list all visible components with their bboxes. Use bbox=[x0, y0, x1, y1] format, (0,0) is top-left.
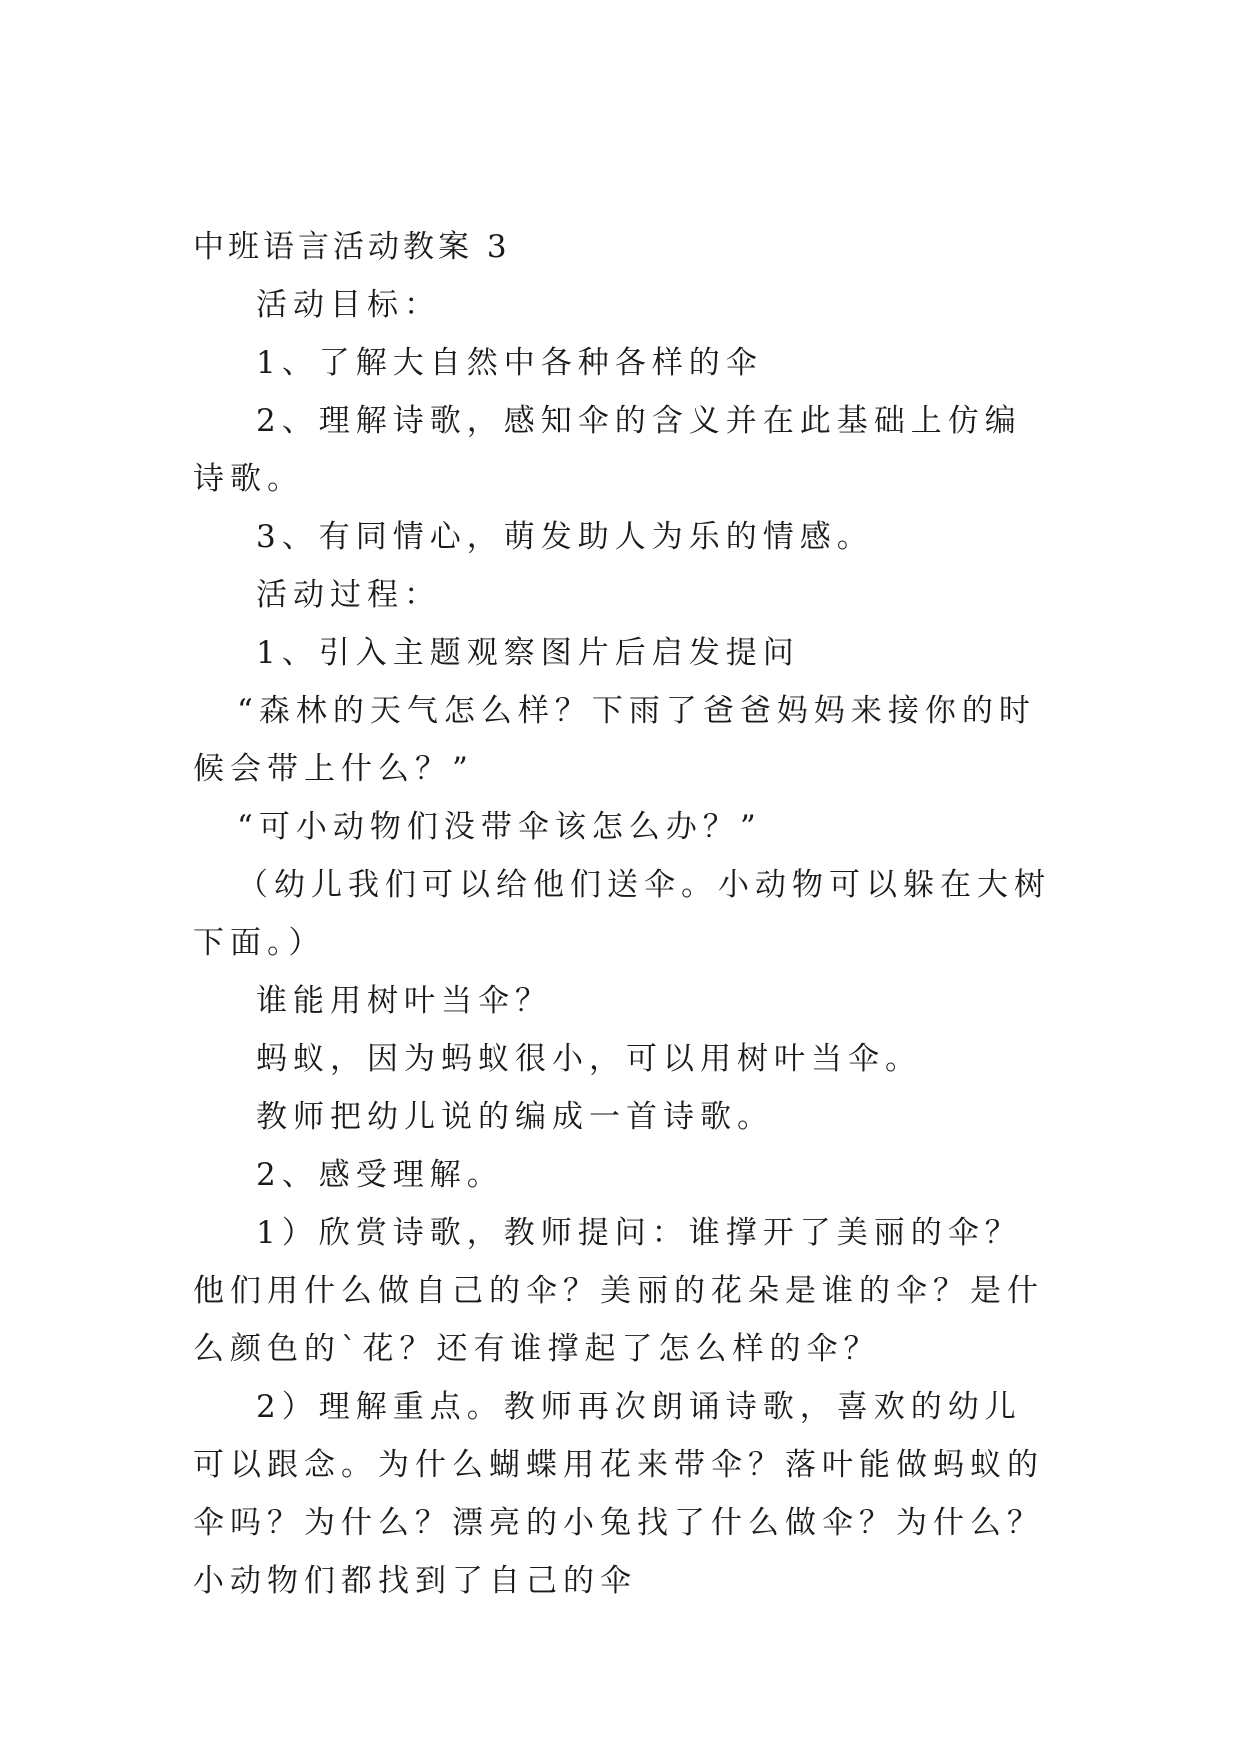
paragraph-ant-answer: 蚂蚁，因为蚂蚁很小，可以用树叶当伞。 bbox=[256, 1041, 922, 1077]
paragraph-step-1: 1、引入主题观察图片后启发提问 bbox=[256, 635, 800, 671]
paragraph-children-answer: （幼儿我们可以给他们送伞。小动物可以躲在大树下面。） bbox=[193, 867, 1051, 961]
paragraph-activity-process: 活动过程： bbox=[256, 577, 441, 613]
document-title: 中班语言活动教案 3 bbox=[193, 229, 511, 265]
paragraph-question-weather: “森林的天气怎么样？下雨了爸爸妈妈来接你的时候会带上什么？” bbox=[193, 693, 1036, 787]
paragraph-goal-1: 1、了解大自然中各种各样的伞 bbox=[256, 345, 763, 381]
paragraph-teacher-poem: 教师把幼儿说的编成一首诗歌。 bbox=[256, 1099, 774, 1135]
paragraph-activity-goals: 活动目标： bbox=[256, 287, 441, 323]
paragraph-goal-3: 3、有同情心，萌发助人为乐的情感。 bbox=[256, 519, 874, 555]
paragraph-goal-2: 2、理解诗歌，感知伞的含义并在此基础上仿编诗歌。 bbox=[193, 403, 1022, 497]
paragraph-step-2: 2、感受理解。 bbox=[256, 1157, 504, 1193]
paragraph-leaf-umbrella-question: 谁能用树叶当伞？ bbox=[256, 983, 552, 1019]
paragraph-appreciate-poem: 1）欣赏诗歌，教师提问：谁撑开了美丽的伞？他们用什么做自己的伞？美丽的花朵是谁的伞？是什么颜色的`花？还有谁撑起了怎么样的伞？ bbox=[193, 1215, 1044, 1367]
paragraph-question-animals: “可小动物们没带伞该怎么办？” bbox=[237, 809, 762, 845]
paragraph-understand-key-points: 2）理解重点。教师再次朗诵诗歌，喜欢的幼儿可以跟念。为什么蝴蝶用花来带伞？落叶能做蚂蚁的伞吗？为什么？漂亮的小兔找了什么做伞？为什么？小动物们都找到了自己的伞 bbox=[193, 1389, 1044, 1599]
document-page bbox=[193, 218, 1053, 1610]
